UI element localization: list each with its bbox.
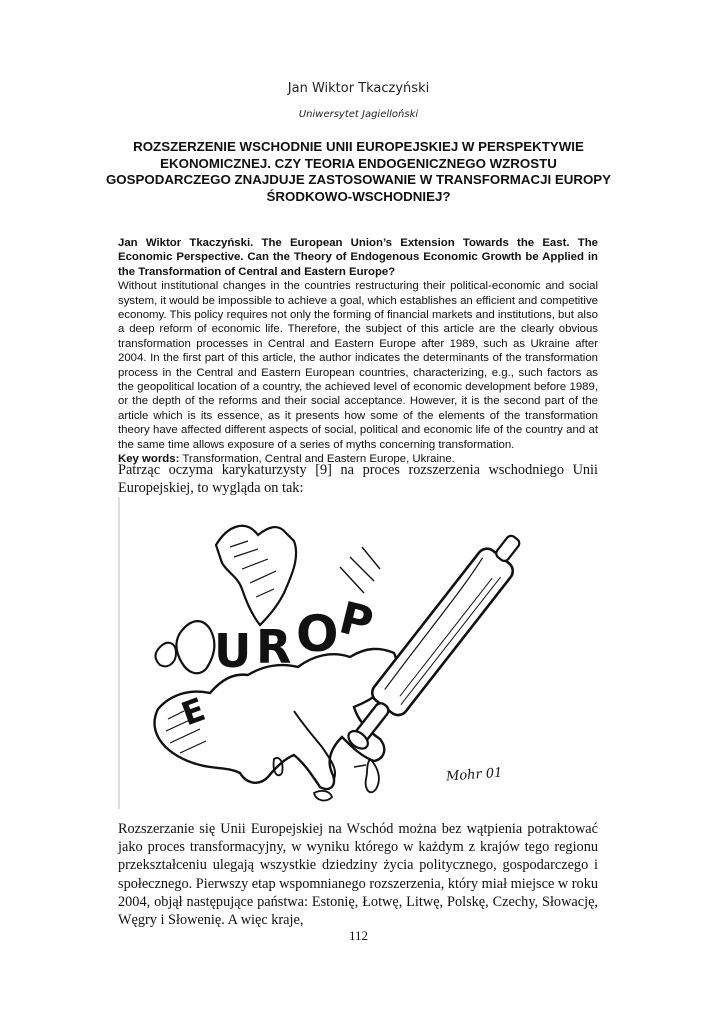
ireland-shape <box>156 643 177 667</box>
cartoon-letter-r: R <box>256 620 292 674</box>
crete-shape <box>354 765 366 767</box>
cartoon-letter-e: E <box>176 690 210 734</box>
keywords-value: Transformation, Central and Eastern Europe, Ukraine. <box>182 453 455 466</box>
author-affiliation: Uniwersytet Jagielloński <box>298 109 419 120</box>
paragraph-2: Rozszerzanie się Unii Europejskiej na Wschód można bez wątpienia potraktować jako proces transformacyjny, w wyniku którego w każdym z krajów tego regionu przekształceniu ulegają wszystkie dziedziny życia politycznego, gospodarczego i społecznego. Pierwszy etap wspomnianego rozszerzenia, który miał miejsce w roku 2004, objął następujące państwa: Estonię, Łotwę, Litwę, Polskę, Czechy, Słowację, Węgry i Słowenię. A więc kraje, <box>118 821 598 929</box>
abstract-heading: Jan Wiktor Tkaczyński. The European Union’s Extension Towards the East. The Economic Perspective. Can the Theory of Endogenous Economic Growth be Applied in the Transformation of Central and Eastern Europe? <box>118 237 598 278</box>
abstract <box>118 236 598 467</box>
article-title: ROZSZERZENIE WSCHODNIE UNII EUROPEJSKIEJ W PERSPEKTYWIE EKONOMICZNEJ. CZY TEORIA ENDOGENICZNEGO WZROSTU GOSPODARCZEGO ZNAJDUJE ZASTOSOWANIE W TRANSFORMACJI EUROPY ŚRODKOWO-WSCHODNIEJ? <box>105 139 612 204</box>
cartoon-letter-u: U <box>214 624 252 678</box>
keywords-label: Key words: <box>118 453 180 466</box>
british-isles-shape <box>176 621 214 673</box>
body-paragraph-intro <box>118 461 598 497</box>
motion-lines <box>340 547 380 593</box>
europ-lettering <box>176 592 378 733</box>
page-number: 112 <box>348 928 369 943</box>
cartoon-letter-o: O <box>296 605 339 663</box>
scandinavia-shape <box>216 526 296 625</box>
body-paragraph-main <box>118 820 598 929</box>
author-name: Jan Wiktor Tkaczyński <box>287 81 430 96</box>
abstract-body: Without institutional changes in the countries restructuring their political-economic and social system, it would be impossible to achieve a goal, which establishes an efficient and competitive economy. This policy requires not only the forming of financial markets and institutions, but also a deep reform of economic life. Therefore, the subject of this article are the clearly obvious transformation processes in Central and Eastern Europe after 1989, such as Ukraine after 2004. In the first part of this article, the author indicates the determinants of the transformation process in the Central and Eastern European countries, characterizing, e.g., such factors as the geopolitical location of a country, the achieved level of economic development before 1989, or the depth of the reforms and their social acceptance. However, it is the second part of the article which is its essence, as it presents how some of the elements of the transformation theory have affected different aspects of social, political and economic life of the country and at the same time allows exposure of a series of myths concerning transformation. <box>118 280 598 451</box>
italy-shape <box>294 711 335 779</box>
sicily-shape <box>314 791 332 801</box>
cartoon-signature: Mohr 01 <box>445 765 503 785</box>
paragraph-1: Patrząc oczyma karykaturzysty [9] na proces rozszerzenia wschodniego Unii Europejskiej, to wygląda on tak: <box>118 462 598 497</box>
greece-shape <box>366 759 379 792</box>
scandinavia-hatching <box>230 541 276 597</box>
cartoon-illustration <box>118 497 538 812</box>
cartoon-figure <box>118 497 538 812</box>
cartoon-letter-p: P <box>334 592 378 650</box>
